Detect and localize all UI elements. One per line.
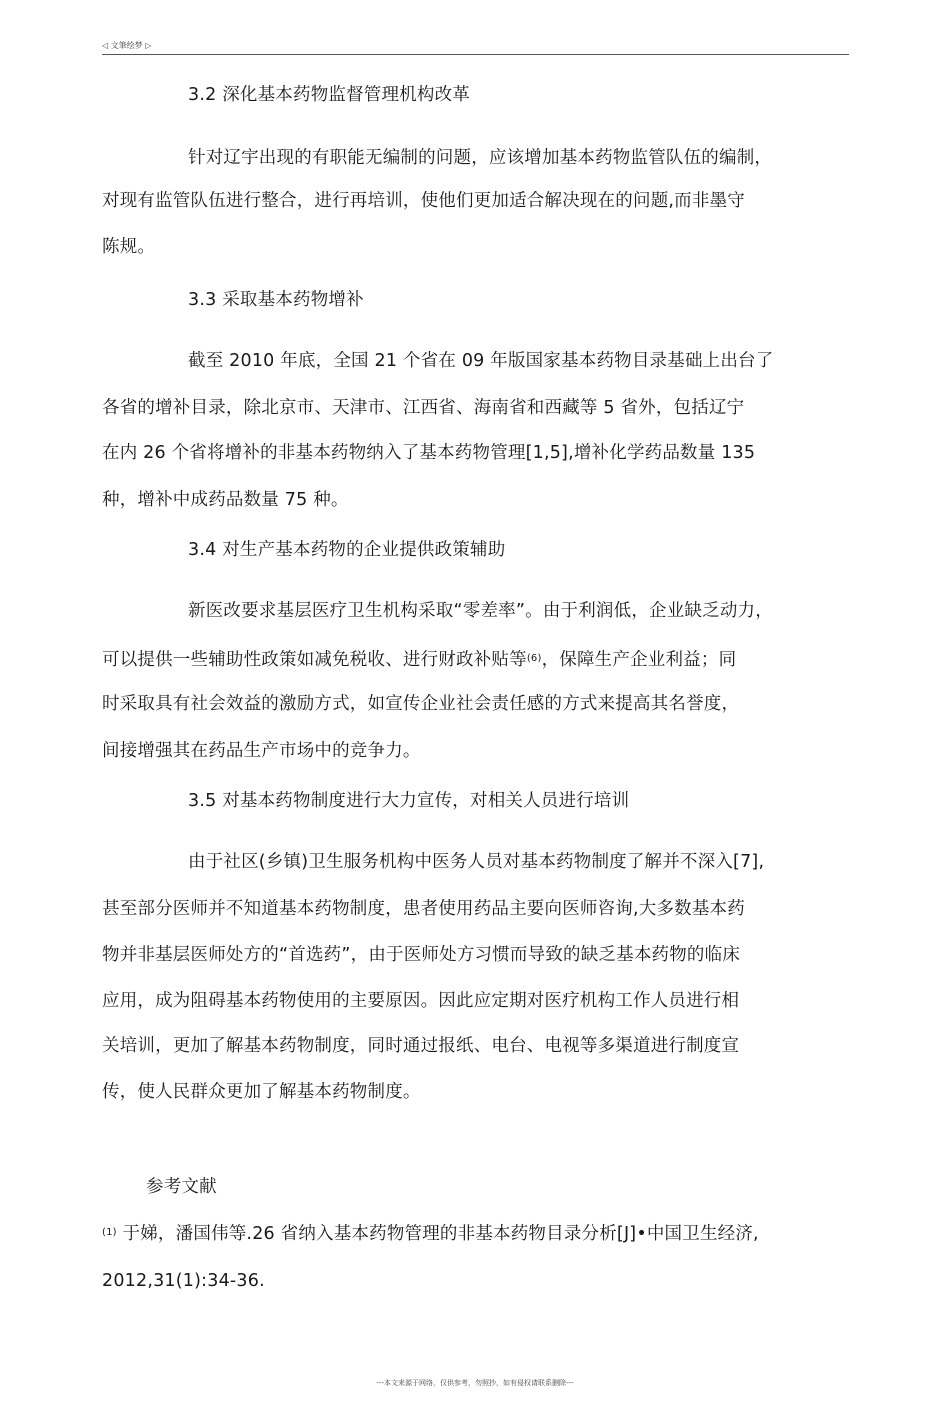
paragraph-line: 传，使人民群众更加了解基本药物制度。: [102, 1082, 421, 1102]
page-header: [102, 40, 849, 55]
paragraph-line: 种，增补中成药品数量 75 种。: [102, 490, 349, 510]
page-footer: ---本文来源于网络，仅供参考，勿照抄，如有侵权请联系删除---: [376, 1379, 574, 1387]
paragraph-line: 关培训，更加了解基本药物制度，同时通过报纸、电台、电视等多渠道进行制度宣: [102, 1036, 740, 1056]
reference-item-continuation: 2012,31(1):34-36.: [102, 1271, 265, 1291]
citation-marker: (6): [526, 653, 542, 664]
paragraph-line: 针对辽宇出现的有职能无编制的问题，应该增加基本药物监管队伍的编制，: [188, 148, 773, 168]
paragraph-line: 由于社区(乡镇)卫生服务机构中医务人员对基本药物制度了解并不深入[7],: [188, 852, 765, 872]
line-text: ，保障生产企业利益；同: [541, 650, 737, 670]
paragraph-line: 应用，成为阻碍基本药物使用的主要原因。因此应定期对医疗机构工作人员进行相: [102, 991, 740, 1011]
paragraph-line: 物并非基层医师处方的“首选药”，由于医师处方习惯而导致的缺乏基本药物的临床: [102, 945, 741, 965]
reference-number: (1): [102, 1227, 117, 1238]
paragraph-line: 间接增强其在药品生产市场中的竞争力。: [102, 741, 421, 761]
section-heading-3-3: 3.3 采取基本药物增补: [188, 290, 364, 310]
paragraph-line: 新医改要求基层医疗卫生机构采取“零差率”。由于利润低，企业缺乏动力，: [188, 601, 773, 621]
paragraph-line: 截至 2010 年底，全国 21 个省在 09 年版国家基本药物目录基础上出台了: [188, 351, 774, 371]
reference-text: 于娣，潘国伟等.26 省纳入基本药物管理的非基本药物目录分析[J]•中国卫生经济,: [116, 1224, 759, 1244]
references-title: 参考文献: [146, 1177, 217, 1197]
line-text: 可以提供一些辅助性政策如减免税收、进行财政补贴等: [102, 650, 527, 670]
section-heading-3-5: 3.5 对基本药物制度进行大力宣传，对相关人员进行培训: [188, 791, 630, 811]
reference-item: [102, 1222, 759, 1245]
paragraph-line: [102, 648, 736, 671]
paragraph-line: 时采取具有社会效益的激励方式，如宣传企业社会责任感的方式来提高其名誉度，: [102, 694, 740, 714]
section-heading-3-4: 3.4 对生产基本药物的企业提供政策辅助: [188, 540, 506, 560]
paragraph-line: 在内 26 个省将增补的非基本药物纳入了基本药物管理[1,5],增补化学药品数量 135: [102, 443, 756, 463]
paragraph-line: 甚至部分医师并不知道基本药物制度，患者使用药品主要向医师咨询,大多数基本药: [102, 899, 745, 919]
section-heading-3-2: 3.2 深化基本药物监督管理机构改革: [188, 85, 470, 105]
paragraph-line: 各省的增补目录，除北京市、天津市、江西省、海南省和西藏等 5 省外，包括辽宁: [102, 398, 745, 418]
paragraph-line: 对现有监管队伍进行整合，进行再培训，使他们更加适合解决现在的问题,而非墨守: [102, 191, 745, 211]
header-text: ◁ 文筆绘梦 ▷: [102, 41, 152, 50]
paragraph-line: 陈规。: [102, 237, 156, 257]
